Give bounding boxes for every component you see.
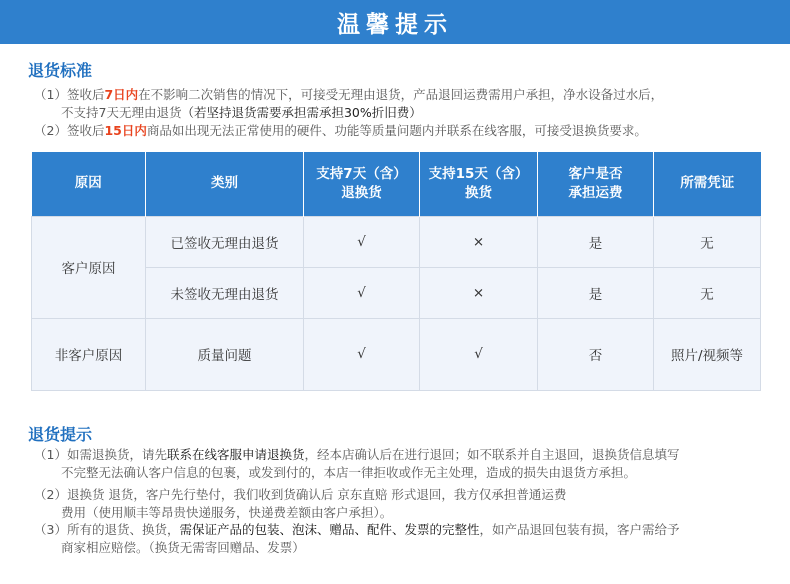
table-header-row (32, 152, 761, 216)
standard-item-2-prefix: （2）签收后 (34, 123, 105, 138)
header-fifteen-day: 支持15天（含） 换货 (420, 152, 538, 216)
header-shipping: 客户是否 承担运费 (538, 152, 654, 216)
row-seven-day: √ (304, 216, 420, 267)
standard-item-2 (34, 122, 764, 140)
standard-item-1-line2: 不支持7天无理由退货 (61, 105, 182, 120)
table-row (32, 216, 761, 267)
header-seven-day: 支持7天（含） 退换货 (304, 152, 420, 216)
row-proof: 无 (654, 216, 761, 267)
row-category: 已签收无理由退货 (146, 216, 304, 267)
row-seven-day: √ (304, 267, 420, 318)
tips-item-3-bold: 需保证产品的包装、泡沫、赠品、配件、发票的完整性 (179, 522, 480, 537)
tips-item-2-line1: （2）退换货 退货，客户先行垫付，我们收到货确认后 京东直赔 形式退回，我方仅承担普通运费 (34, 487, 567, 502)
banner-title: 温馨提示 (337, 11, 453, 38)
group-customer-reason: 客户原因 (32, 216, 146, 318)
standard-item-1-highlight: 7日内 (104, 87, 139, 102)
page-banner (0, 0, 790, 44)
group-non-customer-reason: 非客户原因 (32, 318, 146, 390)
tips-item-2-line2: 费用（使用顺丰等昂贵快递服务，快递费差额由客户承担）。 (61, 505, 393, 520)
tips-item-3 (34, 521, 764, 557)
return-tips-title: 退货提示 (28, 425, 93, 444)
standard-item-1-note: （若坚持退货需要承担需承担30%折旧费） (181, 105, 422, 120)
tips-item-1-bold: 联系在线客服申请退换货 (166, 447, 305, 462)
tips-item-1-line2: 不完整无法确认客户信息的包裹，或发到付的，本店一律拒收或作无主处理，造成的损失由退货方承担。 (61, 465, 637, 480)
tips-item-2 (34, 486, 764, 522)
tips-item-1-prefix: （1）如需退换货，请先 (34, 447, 167, 462)
standard-item-1-prefix: （1）签收后 (34, 87, 105, 102)
standard-item-1-text: 在不影响二次销售的情况下，可接受无理由退货，产品退回运费需用户承担，净水设备过水后， (138, 87, 664, 102)
row-fifteen-day: √ (420, 318, 538, 390)
standard-item-2-text: 商品如出现无法正常使用的硬件、功能等质量问题内并联系在线客服，可接受退换货要求。 (146, 123, 647, 138)
standard-item-2-highlight: 15日内 (104, 123, 147, 138)
tips-item-3-line2: 商家相应赔偿。（换货无需寄回赠品、发票） (61, 540, 305, 555)
header-category: 类别 (146, 152, 304, 216)
tips-item-1-text: ，经本店确认后在进行退回；如不联系并自主退回，退换货信息填写 (304, 447, 680, 462)
header-reason: 原因 (32, 152, 146, 216)
tips-item-1 (34, 446, 764, 482)
row-shipping: 否 (538, 318, 654, 390)
header-proof: 所需凭证 (654, 152, 761, 216)
tips-item-3-prefix: （3）所有的退货、换货， (34, 522, 180, 537)
row-shipping: 是 (538, 267, 654, 318)
row-proof: 照片/视频等 (654, 318, 761, 390)
tips-item-3-text: ，如产品退回包装有损，客户需给予 (479, 522, 680, 537)
table-row (32, 318, 761, 390)
row-shipping: 是 (538, 216, 654, 267)
row-proof: 无 (654, 267, 761, 318)
row-seven-day: √ (304, 318, 420, 390)
row-fifteen-day: × (420, 216, 538, 267)
return-standard-title: 退货标准 (28, 61, 93, 80)
row-category: 未签收无理由退货 (146, 267, 304, 318)
row-fifteen-day: × (420, 267, 538, 318)
standard-item-1 (34, 86, 764, 122)
row-category: 质量问题 (146, 318, 304, 390)
return-policy-table (31, 152, 761, 391)
